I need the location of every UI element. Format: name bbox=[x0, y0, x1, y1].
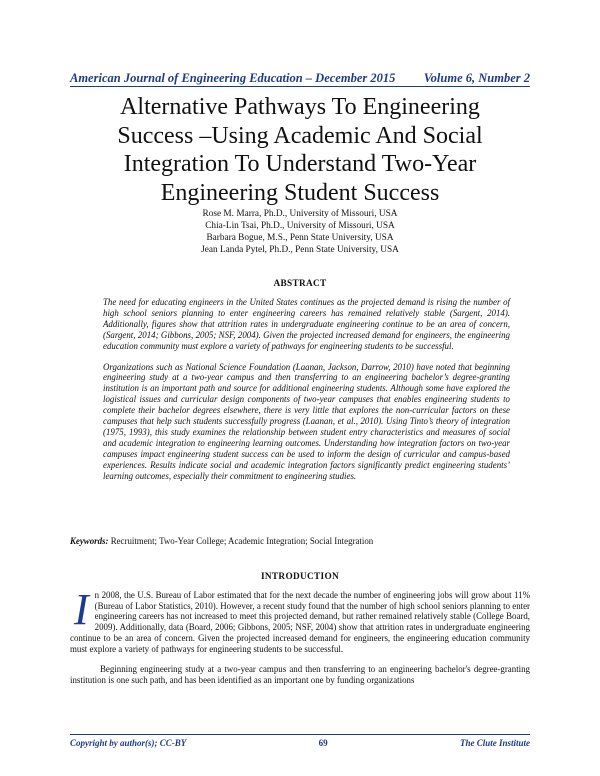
page-footer bbox=[70, 738, 530, 748]
abstract-body bbox=[103, 297, 510, 492]
author-line: Chia-Lin Tsai, Ph.D., University of Missouri, USA bbox=[205, 221, 395, 231]
copyright-notice: Copyright by author(s); CC-BY bbox=[70, 738, 187, 748]
keywords bbox=[70, 536, 530, 547]
introduction-heading: INTRODUCTION bbox=[261, 572, 339, 582]
footer-rule bbox=[70, 734, 530, 735]
author-line: Barbara Bogue, M.S., Penn State University, USA bbox=[206, 233, 394, 243]
author-list bbox=[150, 208, 450, 256]
header-rule bbox=[70, 86, 530, 87]
journal-name: American Journal of Engineering Education – December 2015 bbox=[70, 71, 396, 85]
paper-title: Alternative Pathways To Engineering Success –Using Academic And Social Integration To Understand Two-Year Engineering Student Success bbox=[117, 94, 483, 206]
introduction-body bbox=[70, 585, 530, 696]
author-line: Jean Landa Pytel, Ph.D., Penn State University, USA bbox=[201, 245, 399, 255]
volume-number: Volume 6, Number 2 bbox=[423, 71, 530, 85]
keywords-label: Keywords: bbox=[70, 536, 109, 546]
running-header bbox=[70, 70, 530, 86]
introduction-paragraph: Beginning engineering study at a two-year campus and then transferring to an engineering bachelor's degree-granting institution is one such path, and has been identified as an important one by funding organizations bbox=[70, 664, 530, 685]
introduction-paragraph-text: n 2008, the U.S. Bureau of Labor estimated that for the next decade the number of engineering jobs will grow about 11% (Bureau of Labor Statistics, 2010). However, a recent study found that the number of high school seniors planning to enter engineering careers has not increased to meet this projected demand, but rather remained relatively stable (College Board, 2009). Additionally, data (Board, 2006; Gibbons, 2005; NSF, 2004) show that attrition rates in undergraduate engineering continue to be an area of concern. Given the projected increased demand for engineers, the engineering education community must explore a variety of pathways for engineering students to be successful. bbox=[70, 590, 530, 654]
publisher-name: The Clute Institute bbox=[459, 738, 530, 748]
author-line: Rose M. Marra, Ph.D., University of Missouri, USA bbox=[202, 209, 398, 219]
abstract-paragraph: Organizations such as National Science Foundation (Laanan, Jackson, Darrow, 2010) have noted that beginning engineering study at a two-year campus and then transferring to an engineering bachelor’s degree-granting institution is an important path and source for additional engineering students. Although some have explored the logistical issues and curricular design components of two-year campuses that enables engineering students to complete their bachelor degrees elsewhere, there is very little that explores the non-curricular factors on these campuses that help such students successfully progress (Laanan, et al., 2010). Using Tinto’s theory of integration (1975, 1993), this study examines the relationship between student entry characteristics and measures of social and academic integration to engineering learning outcomes. Understanding how integration factors on two-year campuses impact engineering student success can be used to inform the design of curricular and campus-based experiences. Results indicate social and academic integration factors significantly predict engineering students’ learning outcomes, especially their commitment to engineering studies. bbox=[103, 361, 510, 481]
page-number: 69 bbox=[318, 738, 328, 748]
abstract-paragraph: The need for educating engineers in the United States continues as the projected demand is rising the number of high school seniors planning to enter engineering careers has remained relatively stable (Sargent, 2014). Additionally, figures show that attrition rates in undergraduate engineering continue to be an area of concern, (Sargent, 2014; Gibbons, 2005; NSF, 2004). Given the projected increased demand for engineers, the engineering education community must explore a variety of pathways for engineering students to be successful. bbox=[103, 297, 510, 351]
introduction-paragraph bbox=[70, 585, 530, 654]
keywords-text: Recruitment; Two-Year College; Academic Integration; Social Integration bbox=[108, 536, 374, 546]
abstract-heading: ABSTRACT bbox=[273, 279, 327, 289]
drop-cap: I bbox=[74, 585, 89, 634]
